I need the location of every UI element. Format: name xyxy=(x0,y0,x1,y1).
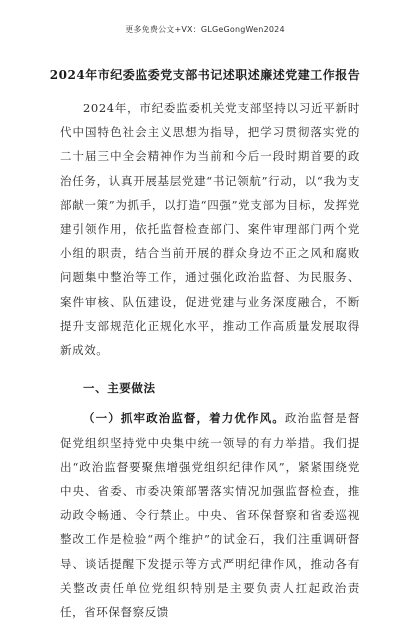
sub-section-paragraph xyxy=(60,406,360,624)
intro-paragraph: 2024年，市纪委监委机关党支部坚持以习近平新时代中国特色社会主义思想为指导，把学习贯彻落实党的二十届三中全会精神作为当前和今后一段时期首要的政治任务，认真开展基层党建“书记领航”行动，以“我为支部献一策”为抓手，以打造“四强”党支部为目标，发挥党建引领作用，依托监督检查部门、案件审理部门两个党小组的职责，结合当前开展的群众身边不正之风和腐败问题集中整治等工作，通过强化政治监督、为民服务、案件审核、队伍建设，促进党建与业务深度融合，不断提升支部规范化正规化水平，推动工作高质量发展取得新成效。 xyxy=(60,101,360,358)
header-note: 更多免费公文+VX：GLGeGongWen2024 xyxy=(125,25,285,34)
sub-section-heading: （一）抓牢政治监督，着力优作风。 xyxy=(83,411,285,426)
section-heading: 一、主要做法 xyxy=(83,381,156,396)
document-title: 2024年市纪委监委党支部书记述职述廉述党建工作报告 xyxy=(49,68,361,82)
document-body xyxy=(60,96,360,624)
sub-section-text: 政治监督是督促党组织坚持党中央集中统一领导的有力举措。我们提出“政治监督要聚焦增强党组织纪律作风”，紧紧围绕党中央、省委、市委决策部署落实情况加强监督检查，推动政令畅通、令行禁止。中央、省环保督察和省委巡视整改工作是检验“两个维护”的试金石，我们注重调研督导、谈话提醒下发提示等方式严明纪律作风，推动各有关整改责任单位党组织特别是主要负责人扛起政治责任，省环保督察反馈 xyxy=(60,411,360,620)
